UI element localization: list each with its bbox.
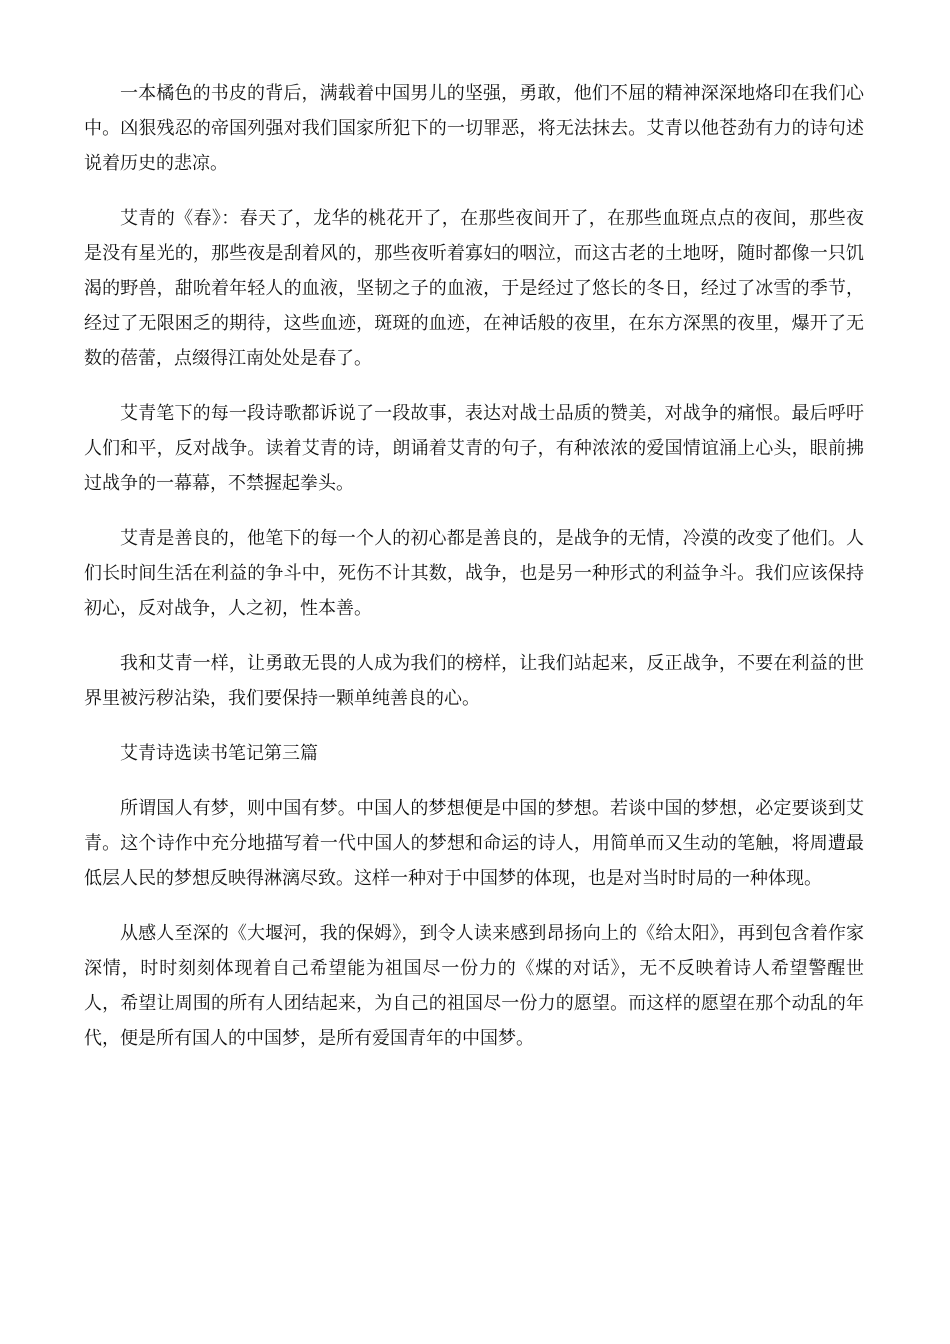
paragraph-3: 艾青笔下的每一段诗歌都诉说了一段故事，表达对战士品质的赞美，对战争的痛恨。最后呼吁人们和平，反对战争。读着艾青的诗，朗诵着艾青的句子，有种浓浓的爱国情谊涌上心头，眼前拂过战争的一幕幕，不禁握起拳头。 — [84, 403, 864, 494]
paragraph-7: 从感人至深的《大堰河，我的保姆》，到令人读来感到昂扬向上的《给太阳》，再到包含着作家深情，时时刻刻体现着自己希望能为祖国尽一份力的《煤的对话》，无不反映着诗人希望警醒世人，希望让周围的所有人团结起来，为自己的祖国尽一份力的愿望。而这样的愿望在那个动乱的年代，便是所有国人的中国梦，是所有爱国青年的中国梦。 — [84, 923, 864, 1049]
paragraph-1: 一本橘色的书皮的背后，满载着中国男儿的坚强，勇敢，他们不屈的精神深深地烙印在我们心中。凶狠残忍的帝国列强对我们国家所犯下的一切罪恶，将无法抹去。艾青以他苍劲有力的诗句述说着历史的悲凉。 — [84, 83, 864, 174]
paragraph-5: 我和艾青一样，让勇敢无畏的人成为我们的榜样，让我们站起来，反正战争，不要在利益的世界里被污秽沾染，我们要保持一颗单纯善良的心。 — [84, 653, 864, 709]
document-body — [84, 76, 864, 1076]
paragraph-6: 所谓国人有梦，则中国有梦。中国人的梦想便是中国的梦想。若谈中国的梦想，必定要谈到艾青。这个诗作中充分地描写着一代中国人的梦想和命运的诗人，用简单而又生动的笔触，将周遭最低层人民的梦想反映得淋漓尽致。这样一种对于中国梦的体现，也是对当时时局的一种体现。 — [84, 798, 864, 889]
paragraph-2: 艾青的《春》：春天了，龙华的桃花开了，在那些夜间开了，在那些血斑点点的夜间，那些夜是没有星光的，那些夜是刮着风的，那些夜听着寡妇的咽泣，而这古老的土地呀，随时都像一只饥渴的野兽，甜吮着年轻人的血液，坚韧之子的血液，于是经过了悠长的冬日，经过了冰雪的季节，经过了无限困乏的期待，这些血迹，斑斑的血迹，在神话般的夜里，在东方深黑的夜里，爆开了无数的蓓蕾，点缀得江南处处是春了。 — [84, 208, 864, 369]
paragraph-4: 艾青是善良的，他笔下的每一个人的初心都是善良的，是战争的无情，冷漠的改变了他们。人们长时间生活在利益的争斗中，死伤不计其数，战争，也是另一种形式的利益争斗。我们应该保持初心，反对战争，人之初，性本善。 — [84, 528, 864, 619]
section-title: 艾青诗选读书笔记第三篇 — [120, 743, 318, 764]
